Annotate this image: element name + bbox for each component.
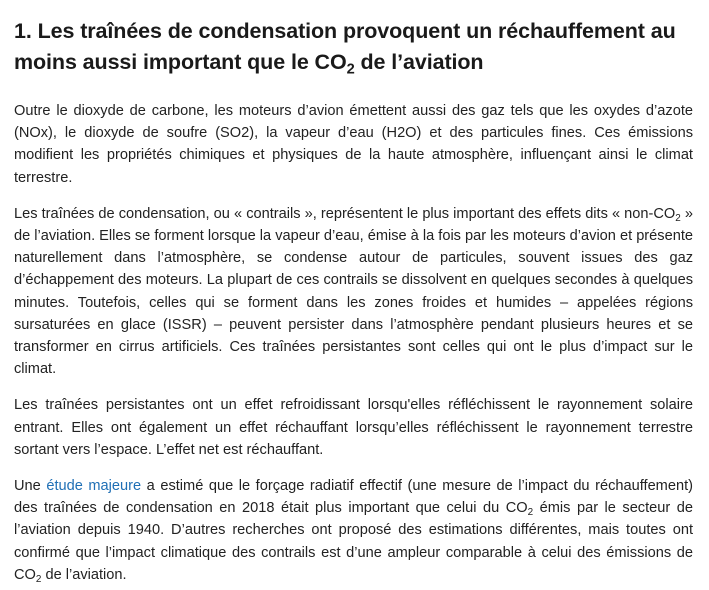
paragraph-study bbox=[14, 475, 693, 586]
heading-text: 1. Les traînées de condensation provoquent un réchauffement au moins aussi important que le CO bbox=[14, 19, 676, 74]
paragraph-contrails bbox=[14, 203, 693, 381]
paragraph-study-text-2: a estimé que le forçage radiatif effectif (une mesure de l’impact du réchauffement) des traînées de condensation en 2018 était plus important que celui du CO bbox=[14, 478, 693, 517]
paragraph-study-text: Une bbox=[14, 478, 47, 495]
co2-subscript: 2 bbox=[35, 573, 42, 585]
paragraph-contrails-text: Les traînées de condensation, ou « contrails », représentent le plus important des effets dits « non-CO bbox=[14, 205, 676, 222]
co2-subscript: 2 bbox=[675, 212, 681, 224]
study-link[interactable]: étude majeure bbox=[46, 478, 142, 495]
paragraph-contrails-text-end: » de l’aviation. Elles se forment lorsque la vapeur d’eau, émise à la fois par les moteurs d’avion et présente naturellement dans l’atmosphère, se condense autour de particules, souvent issues des gaz d’échappement des moteurs. La plupart de ces contrails se dissolvent en quelques secondes à quelques minutes. Toutefois, celles qui se forment dans les zones froides et humides – appelées régions sursaturées en glace (ISSR) – peuvent persister dans l’atmosphère pendant plusieurs heures et se transformer en cirrus artificiels. Ces traînées persistantes sont celles qui ont le plus d’impact sur le climat. bbox=[14, 205, 693, 378]
section-heading bbox=[14, 16, 693, 78]
paragraph-persistent-contrails: Les traînées persistantes ont un effet refroidissant lorsqu'elles réfléchissent le rayonnement solaire entrant. Elles ont également un effet réchauffant lorsqu’elles réfléchissent le rayonnement terrestre sortant vers l’espace. L’effet net est réchauffant. bbox=[14, 397, 693, 458]
heading-subscript: 2 bbox=[346, 61, 355, 78]
heading-text-end: de l’aviation bbox=[354, 50, 484, 74]
co2-subscript: 2 bbox=[527, 507, 534, 519]
paragraph-study-text-end: de l’aviation. bbox=[41, 566, 127, 583]
paragraph-emissions: Outre le dioxyde de carbone, les moteurs d’avion émettent aussi des gaz tels que les oxydes d’azote (NOx), le dioxyde de soufre (SO2), la vapeur d’eau (H2O) et des particules fines. Ces émissions modifient les propriétés chimiques et physiques de la haute atmosphère, influençant ainsi le climat terrestre. bbox=[14, 103, 693, 186]
paragraph-study-text-3: émis par le secteur de l’aviation depuis 1940. D’autres recherches ont proposé des estimations différentes, mais toutes ont confirmé que l’impact climatique des contrails est d’une ampleur comparable à celui des émissions de CO bbox=[14, 500, 693, 583]
